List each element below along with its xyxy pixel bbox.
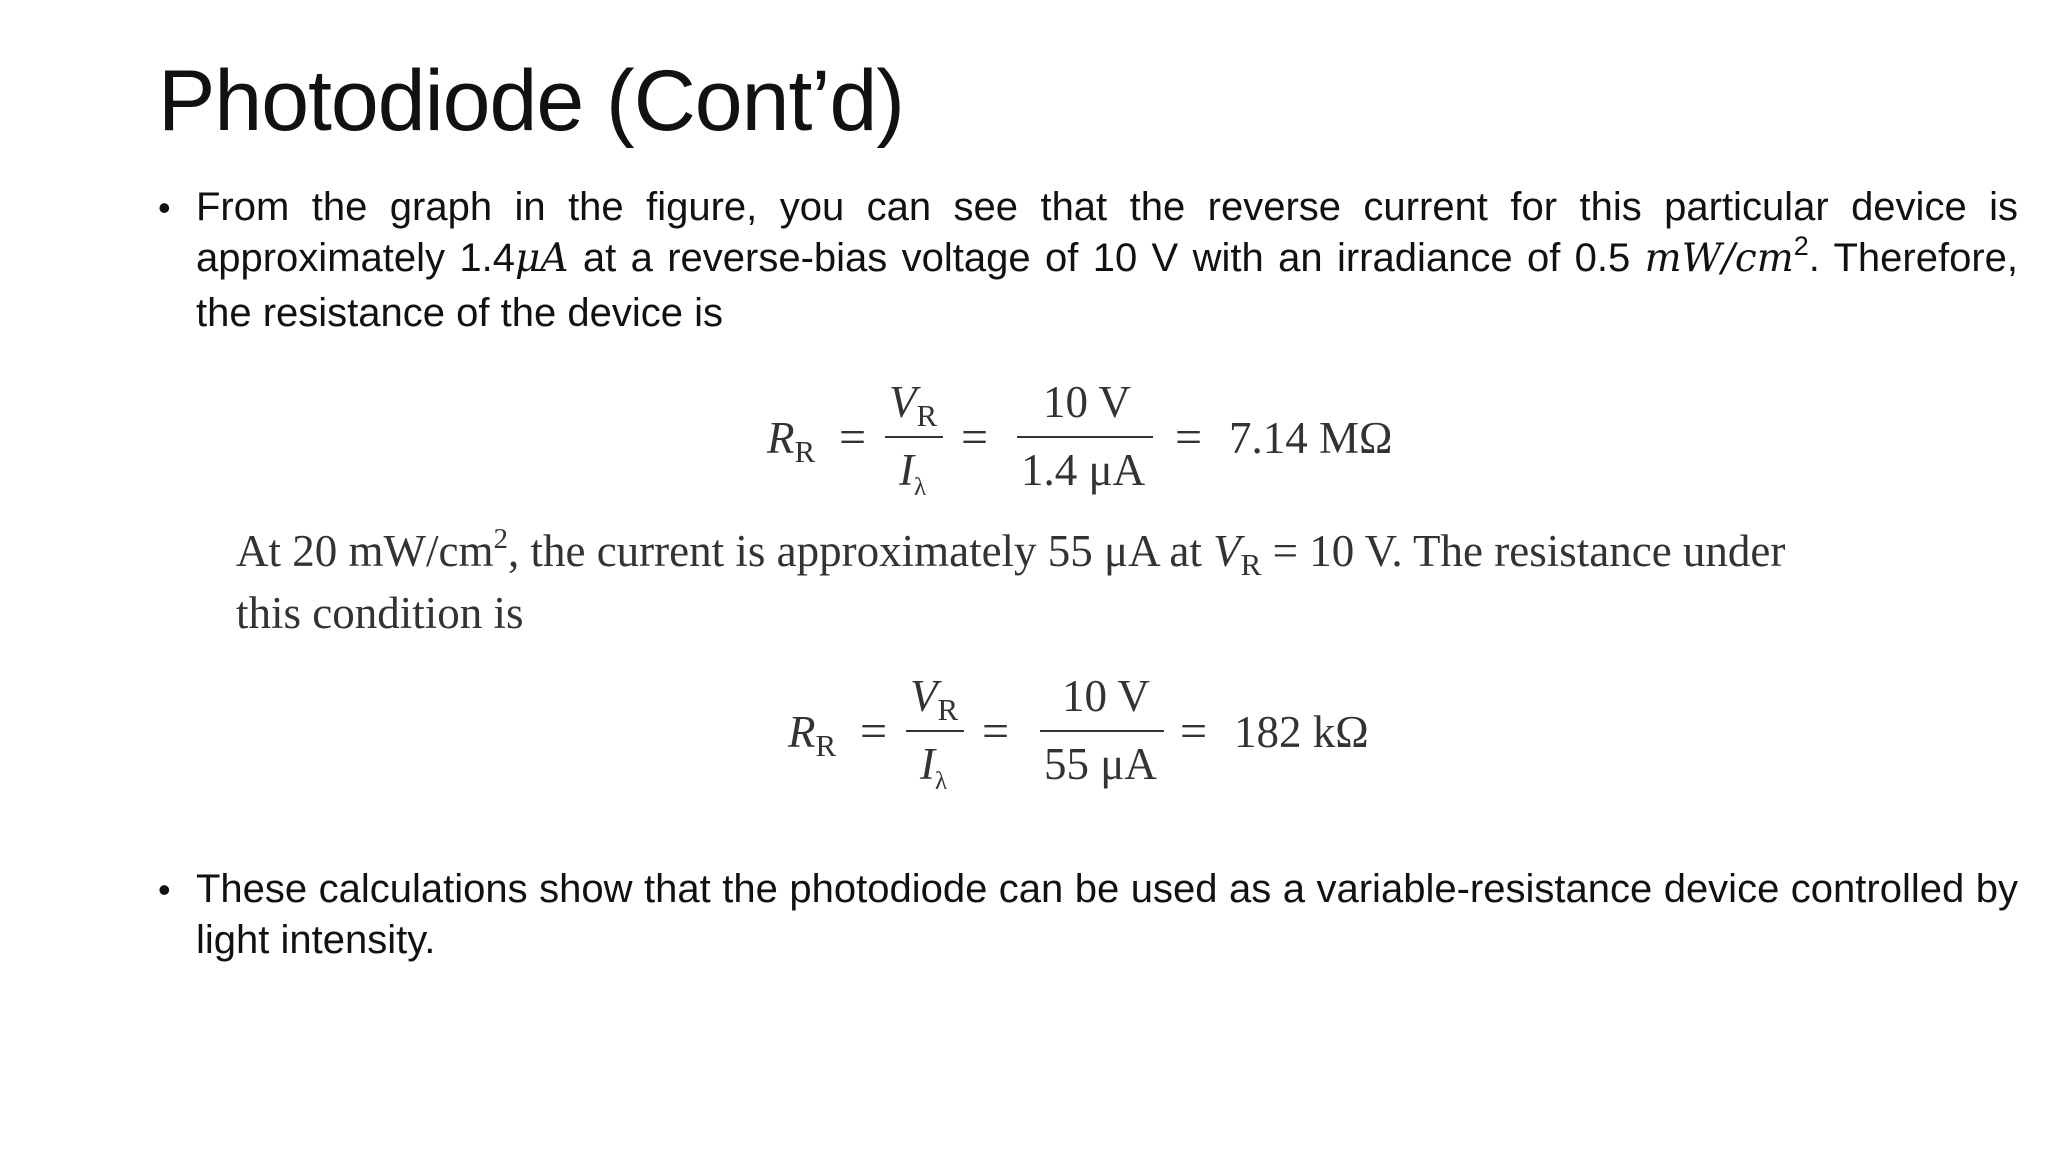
voltage-numerator xyxy=(910,671,959,727)
voltage-symbol: V xyxy=(910,671,938,721)
paragraph-line-1 xyxy=(236,523,1936,585)
slide-title: Photodiode (Cont’d) xyxy=(158,53,904,149)
resistance-subscript: R xyxy=(794,434,816,469)
high-irradiance-paragraph xyxy=(236,523,1936,641)
paragraph-exponent: 2 xyxy=(493,523,508,555)
resistance-result: 7.14 MΩ xyxy=(1229,413,1393,463)
bullet-marker: • xyxy=(158,869,171,910)
bullet-text-part: . Therefore, the resistance of the device is xyxy=(196,236,2019,335)
fraction-bar xyxy=(1017,436,1153,438)
voltage-subscript: R xyxy=(916,398,938,433)
fraction-bar xyxy=(885,436,943,438)
equals-sign: = xyxy=(982,705,1010,758)
voltage-symbol: V xyxy=(889,377,917,427)
bullet-text-part: From the graph in the figure, you can see that the reverse current for this particular device is approximately 1.4 xyxy=(196,185,2018,280)
irradiance-unit-math: mW/cm xyxy=(1644,236,1794,281)
numeric-denominator: 1.4 μA xyxy=(1021,445,1146,495)
numeric-numerator: 10 V xyxy=(1062,671,1150,721)
resistance-symbol: R xyxy=(767,413,795,463)
voltage-numerator xyxy=(889,377,938,433)
equals-sign: = xyxy=(839,411,867,464)
bullet-text: These calculations show that the photodiode can be used as a variable-resistance device controlled by light intensity. xyxy=(196,867,2018,962)
equals-sign: = xyxy=(1180,705,1208,758)
irradiance-exponent: 2 xyxy=(1793,231,1809,261)
current-denominator xyxy=(920,739,948,795)
resistance-subscript: R xyxy=(815,728,837,763)
lambda-subscript: λ xyxy=(935,768,948,795)
numeric-denominator: 55 μA xyxy=(1044,739,1157,789)
paragraph-line-2: this condition is xyxy=(236,588,524,638)
numeric-numerator: 10 V xyxy=(1043,377,1131,427)
current-unit-math: μA xyxy=(514,236,569,281)
fraction-bar xyxy=(1040,730,1164,732)
resistance-equation-low-irradiance xyxy=(767,377,1417,501)
equation-lhs xyxy=(788,707,837,763)
paragraph-text: At 20 mW/cm xyxy=(236,526,494,576)
equals-sign: = xyxy=(860,705,888,758)
bullet-marker: • xyxy=(158,187,171,228)
voltage-subscript: R xyxy=(1240,547,1262,582)
resistance-result: 182 kΩ xyxy=(1234,707,1369,757)
voltage-symbol: V xyxy=(1213,526,1241,576)
equals-sign: = xyxy=(961,411,989,464)
bullet-text xyxy=(196,182,2018,339)
current-symbol: I xyxy=(899,445,914,495)
voltage-subscript: R xyxy=(937,692,959,727)
current-denominator xyxy=(899,445,927,501)
fraction-bar xyxy=(906,730,964,732)
resistance-symbol: R xyxy=(788,707,816,757)
paragraph-text: = 10 V. The resistance under xyxy=(1261,526,1786,576)
equals-sign: = xyxy=(1175,411,1203,464)
resistance-equation-high-irradiance xyxy=(788,671,1408,795)
lambda-subscript: λ xyxy=(914,474,927,501)
paragraph-text: , the current is approximately 55 μA at xyxy=(507,526,1214,576)
bullet-text-part: at a reverse-bias voltage of 10 V with an irradiance of 0.5 xyxy=(568,236,1645,280)
equation-lhs xyxy=(767,413,816,469)
current-symbol: I xyxy=(920,739,935,789)
